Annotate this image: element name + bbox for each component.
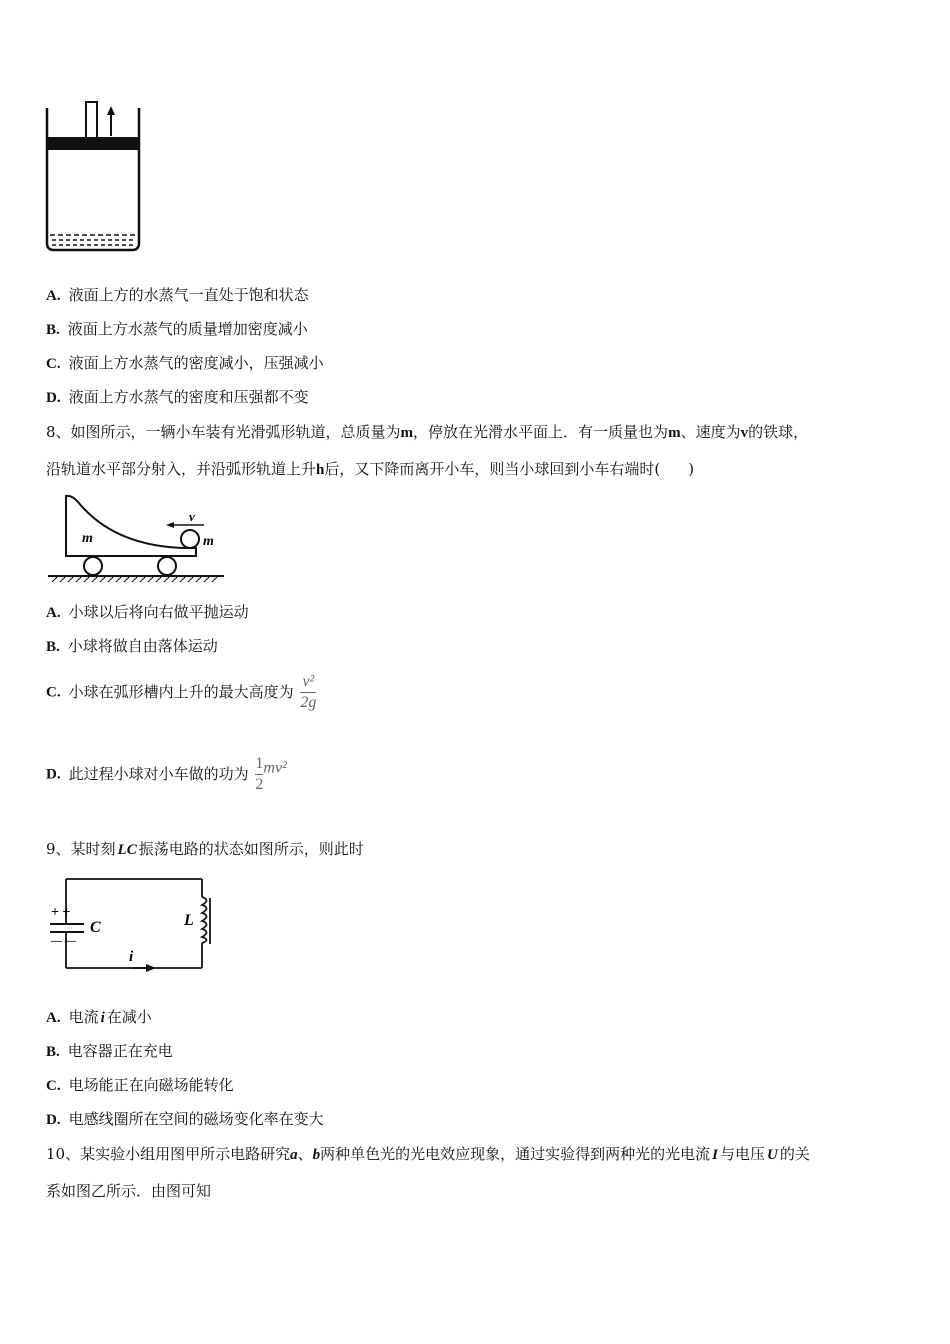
cart-mass-label: m: [82, 531, 93, 546]
fraction-v2-over-2g: $\frac{\text{v²}}{2g}$: [300, 673, 317, 711]
q9-option-c: C. 电场能正在向磁场能转化: [46, 1076, 234, 1094]
capacitor-minus-signs: — —: [51, 935, 76, 947]
piston-cylinder-figure: [40, 98, 146, 258]
inductor-coil: [202, 897, 207, 943]
current-label: i: [129, 949, 134, 965]
wheel-left: [84, 557, 102, 575]
q8-option-a: A. 小球以后将向右做平抛运动: [46, 603, 249, 621]
liquid-surface: [50, 235, 136, 245]
iron-ball: [181, 530, 199, 548]
q9-option-b: B. 电容器正在充电: [46, 1042, 173, 1060]
velocity-label: v: [189, 509, 195, 524]
cart-body: [66, 496, 196, 556]
q10-stem-line2: 系如图乙所示．由图可知: [46, 1182, 212, 1200]
q8-option-b: B. 小球将做自由落体运动: [46, 637, 218, 655]
capacitor-plus-signs: + +: [51, 905, 71, 920]
inductor-label: L: [184, 912, 194, 929]
piston-rod: [86, 102, 97, 138]
q7-option-b: B. 液面上方水蒸气的质量增加密度减小: [46, 320, 308, 338]
q9-option-d: D. 电感线圈所在空间的磁场变化率在变大: [46, 1110, 324, 1128]
q9-stem: 9、某时刻 LC 振荡电路的状态如图所示，则此时: [46, 840, 364, 858]
q8-stem-line1: 8、如图所示，一辆小车装有光滑弧形轨道，总质量为m，停放在光滑水平面上．有一质量也为m、速度为v的铁球，: [46, 423, 809, 441]
fraction-one-half: $\frac{1}{2}$: [255, 755, 264, 793]
q7-option-d: D. 液面上方水蒸气的密度和压强都不变: [46, 388, 309, 406]
q7-option-c: C. 液面上方水蒸气的密度减小，压强减小: [46, 354, 324, 372]
q10-stem-line1: 10、某实验小组用图甲所示电路研究a、b两种单色光的光电效应现象，通过实验得到两种光的光电流 I 与电压 U 的关: [46, 1145, 810, 1163]
ball-mass-label: m: [203, 534, 214, 549]
q8-stem-line2: 沿轨道水平部分射入，并沿弧形轨道上升h后，又下降而离开小车，则当小球回到小车右端时( ): [46, 460, 695, 478]
q9-option-a: A. 电流 i 在减小: [46, 1008, 152, 1026]
q8-option-c: C. 小球在弧形槽内上升的最大高度为 $\frac{\text{v²}}{2g}$: [46, 673, 317, 711]
lc-circuit-figure: [44, 872, 220, 976]
q8-option-d: D. 此过程小球对小车做的功为 $\frac{1}{2}$ mv²: [46, 755, 287, 793]
wheel-right: [158, 557, 176, 575]
capacitor-label: C: [90, 919, 101, 936]
q7-option-a: A. 液面上方的水蒸气一直处于饱和状态: [46, 286, 309, 304]
current-arrow-icon: [146, 964, 156, 972]
cart-track-figure: [44, 490, 228, 585]
